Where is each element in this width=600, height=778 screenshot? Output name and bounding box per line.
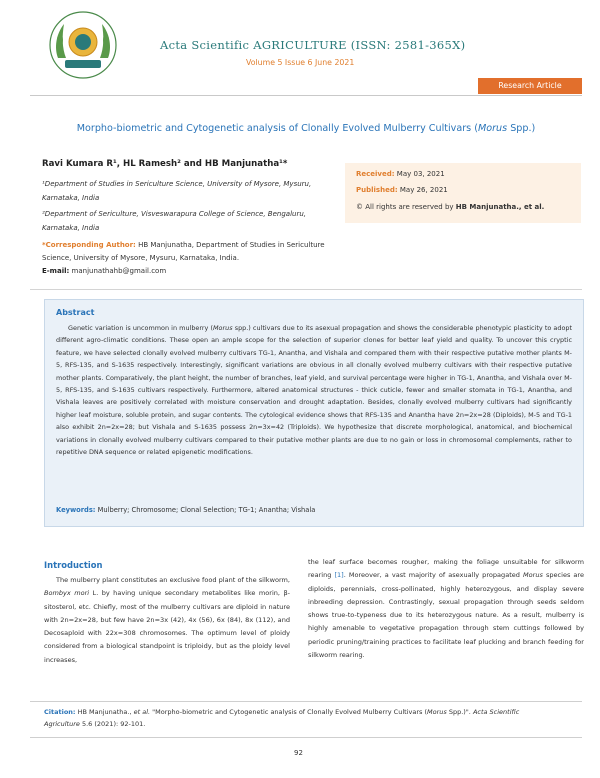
page-number: 92 bbox=[294, 749, 303, 757]
citation: Citation: HB Manjunatha., et al. "Morpho-biometric and Cytogenetic analysis of Clonally Evolved Mulberry Cultivars (Morus Spp.)". Acta Scientific Agriculture 5.6 (2021): 92-101. bbox=[44, 708, 520, 728]
article-type-badge: Research Article bbox=[478, 78, 582, 94]
footer-divider bbox=[30, 737, 582, 738]
published-date: Published: May 26, 2021 bbox=[356, 186, 448, 194]
author-list: Ravi Kumara R¹, HL Ramesh² and HB Manjunatha¹* bbox=[42, 159, 288, 169]
header-divider bbox=[30, 95, 582, 96]
abstract-heading: Abstract bbox=[56, 308, 95, 317]
footer-divider bbox=[30, 701, 582, 702]
abstract-text: Genetic variation is uncommon in mulberry (Morus spp.) cultivars due to its asexual propagation and shows the considerable phenotypic plasticity to adopt different agro-climatic conditions. These open an ample scope for the selection of superior clones for better leaf yield and quality. To uncover this cryptic feature, we have selected clonally evolved mulberry cultivars TG-1, Anantha, and Vishala and compared them with their respective putative mother plants M-5, RFS-135, and S-1635 respectively. Interestingly, significant variations are obvious in all clonally evolved mulberry cultivars with their respective putative mother plants. Comparatively, the plant height, the number of branches, leaf yield, and survival percentage were higher in TG-1, Anantha, and Vishala over M-5, RFS-135, and S-1635 cultivars respectively. Furthermore, altered anatomical structures - thick cuticle, fewer and smaller stomata in TG-1, Anantha, and Vishala leaves are positively correlated with moisture conservation and drought adaptation. Besides, clonally evolved mulberry cultivars had significantly higher leaf moisture, soluble protein, and sugar contents. The cytological evidence shows that RFS-135 and Anantha have 2n=2x=28 (Diploids), M-5 and TG-1 also exhibit 2n=2x=28; but Vishala and S-1635 possess 2n=3x=42 (Triploids). We hypothesize that discrete morphological, anatomical, and biochemical variations in clonally evolved mulberry cultivars compared to their putative mother plants are due to no gain or loss in chromosomal complements, rather to repetitive DNA sequence or related epigenetic modifications. bbox=[56, 324, 572, 457]
corresponding-author: *Corresponding Author: HB Manjunatha, Department of Studies in Sericulture Science, University of Mysore, Mysuru, Karnataka, India. bbox=[42, 241, 325, 262]
affiliation-line: Karnataka, India bbox=[42, 224, 100, 232]
affiliation-line: ¹Department of Studies in Sericulture Science, University of Mysore, Mysuru, bbox=[42, 180, 312, 188]
introduction-right-column: the leaf surface becomes rougher, making the foliage unsuitable for silkworm rearing [1]. Moreover, a vast majority of asexually propagated Morus species are diploids, perennials, cross-pollinated, highly heterozygous, and display severe inbreeding depression. Contrastingly, sexual propagation through seeds seldom shows true-to-typeness due to its heterozygous nature. As a result, mulberry is highly amenable to vegetative propagation through stem cuttings followed by periodic pruning/training practices to facilitate leaf plucking and branch feeding for silkworm rearing. bbox=[308, 558, 585, 660]
affiliation-line: Karnataka, India bbox=[42, 194, 100, 202]
author-email: E-mail: manjunathahb@gmail.com bbox=[42, 267, 167, 275]
journal-logo bbox=[48, 10, 118, 80]
article-title: Morpho-biometric and Cytogenetic analysis of Clonally Evolved Mulberry Cultivars (Morus Spp.) bbox=[76, 123, 536, 134]
section-divider bbox=[30, 289, 582, 290]
affiliation-line: ²Department of Sericulture, Visveswarapura College of Science, Bengaluru, bbox=[42, 210, 307, 218]
received-date: Received: May 03, 2021 bbox=[356, 170, 445, 178]
introduction-heading: Introduction bbox=[44, 560, 103, 570]
keywords: Keywords: Mulberry; Chromosome; Clonal Selection; TG-1; Anantha; Vishala bbox=[56, 506, 316, 514]
journal-title: Acta Scientific AGRICULTURE (ISSN: 2581-365X) bbox=[160, 38, 466, 52]
introduction-left-column: The mulberry plant constitutes an exclusive food plant of the silkworm, Bombyx mori L. by having unique secondary metabolites like morin, β-sitosterol, etc. Chiefly, most of the mulberry cultivars are diploid in nature with 2n=2x=28, but few have 2n=3x (42), 4x (56), 6x (84), 8x (112), and Decosaploid with 22x=308 chromosomes. The optimum level of ploidy considered from a biological standpoint is triploidy, but as the ploidy level increases, bbox=[44, 576, 290, 664]
copyright-notice: © All rights are reserved by HB Manjunatha., et al. bbox=[356, 203, 545, 211]
issue-info: Volume 5 Issue 6 June 2021 bbox=[246, 58, 355, 67]
reference-link[interactable]: [1] bbox=[334, 571, 344, 580]
